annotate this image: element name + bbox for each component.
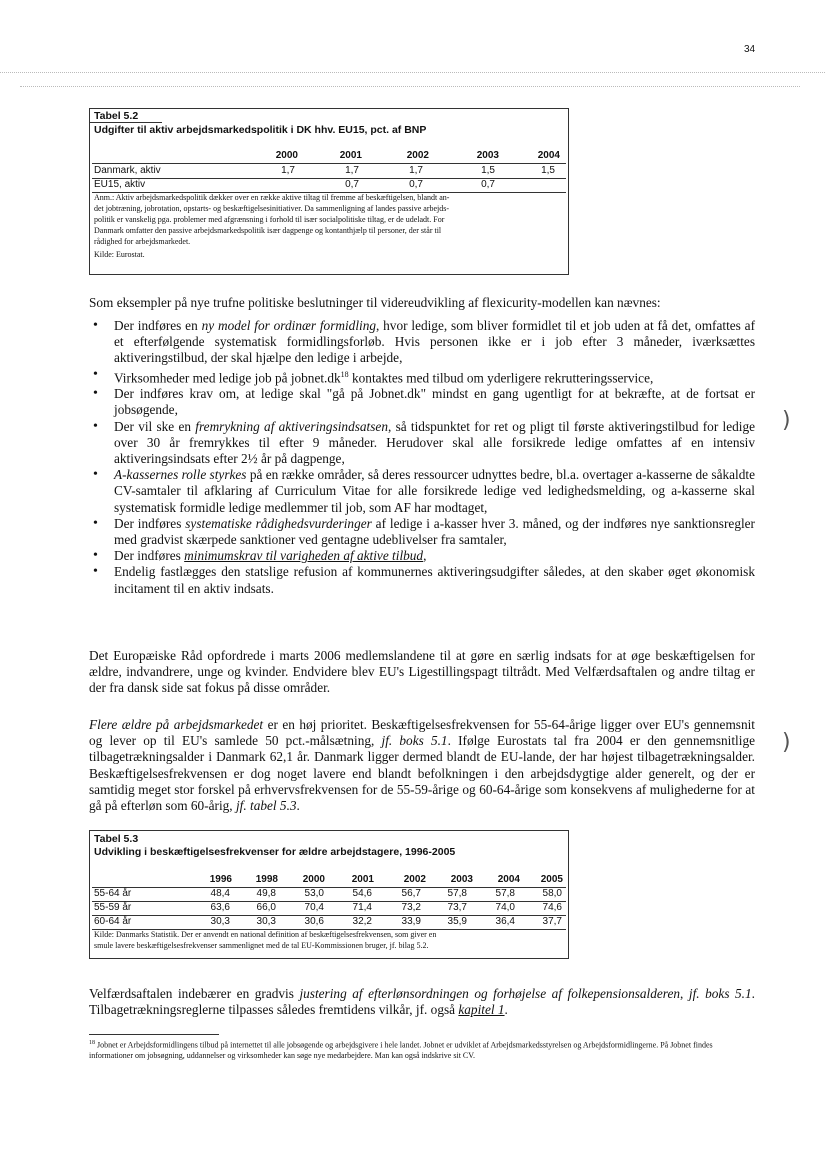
cell-value: 57,8	[447, 888, 467, 899]
council-paragraph: Det Europæiske Råd opfordrede i marts 2006 medlemslandene til at gøre en særlig indsats for at øge beskæftigelsen for ældre, indvandrere, unge og kvinder. Endvidere blev EU's Ligestillingspagt tiltrådt. Med Velfærdsaftalen og andre tiltag er der fra dansk side sat fokus på disse områder.	[89, 648, 755, 696]
row-label: 55-64 år	[94, 888, 132, 899]
year-header: 2003	[450, 874, 473, 885]
intro-paragraph: Som eksempler på nye trufne politiske beslutninger til videreudvikling af flexicurity-modellen kan nævnes:	[89, 295, 661, 310]
year-header: 2001	[351, 874, 374, 885]
table-label: Tabel 5.3	[94, 833, 139, 845]
list-item: • Der indføres systematiske rådighedsvurderinger af ledige i a-kasser hver 3. måned, og der indføres nye sanktionsregler med gradvist skærpede sanktioner ved gentagne udeblivelser fra samtaler,	[89, 516, 755, 548]
year-header: 2001	[339, 150, 362, 161]
table-note: det jobtræning, jobrotation, opstarts- og beskæftigelsesinitiativer. Da sammenligning af landes passive arbejds-	[94, 204, 450, 213]
cell-value: 33,9	[401, 916, 421, 927]
list-item: • Virksomheder med ledige job på $jobnet.dk^{18}$ kontaktes med tilbud om yderligere rekrutteringsservice,	[89, 367, 755, 387]
year-header: 2000	[302, 874, 325, 885]
cell-value: 58,0	[542, 888, 562, 899]
table-5-3	[89, 830, 569, 959]
cell-value: 32,2	[352, 916, 372, 927]
year-header: 1998	[255, 874, 278, 885]
row-label: 60-64 år	[94, 916, 132, 927]
year-header: 2000	[275, 150, 298, 161]
footnote: $^{18}$ Jobnet er Arbejdsformidlingens tilbud på internettet til alle jobsøgende og arbejdsgivere i hele landet. Jobnet er udviklet af Arbejdsmarkedsstyrelsen og Arbejdsformidlingerne. På Jobnet findes informationer om jobsøgning, uddannelser og virksomheder kan søge nye medarbejdere. Man kan også indskrive sit CV.	[89, 1040, 713, 1060]
cell-value: 36,4	[495, 916, 515, 927]
cell-value: 66,0	[256, 902, 276, 913]
cell-value: 49,8	[256, 888, 276, 899]
cell-value: 35,9	[447, 916, 467, 927]
margin-bracket-mark: )	[782, 730, 791, 755]
cell-value: 0,7	[481, 179, 495, 190]
margin-bracket-mark: )	[782, 408, 791, 433]
table-note: politik er vanskelig pga. problemer med afgrænsning i forhold til især socialpolitiske tiltag, er de udeladt. For	[94, 215, 445, 224]
cell-value: 1,7	[281, 165, 295, 176]
older-workers-paragraph: Flere ældre på arbejdsmarkedet er en høj prioritet. Beskæftigelsesfrekvensen for 55-64-årige ligger over EU's gennemsnit og lever op til EU's samlede 50 pct.-målsætning, jf. boks 5.1. Ifølge Eurostats tal fra 2004 er den gennemsnitlige tilbagetrækningsalder i Danmark 62,1 år. Danmark ligger dermed blandt de EU-lande, der har højest tilbagetrækningsalder. Beskæftigelsesfrekvensen er dog noget lavere end blandt befolkningen i den arbejdsdygtige alder generelt, og der er samtidig meget stor forskel på erhvervsfrekvensen for de 55-59-årige og 60-64-årige som konsekvens af mulighederne for at gå på efterløn som 60-årig, jf. tabel 5.3.	[89, 717, 756, 814]
year-header: 1996	[209, 874, 232, 885]
divider	[90, 122, 162, 123]
cell-value: 37,7	[542, 916, 562, 927]
table-source: Kilde: Eurostat.	[94, 250, 145, 259]
list-item: • Der vil ske en fremrykning af aktiveringsindsatsen, så tidspunktet for ret og pligt til første aktiveringstilbud for ledige over 30 år fremrykkes til efter 9 måneder. Herudover skal alle forsikrede ledige omfattes af en intensiv aktiveringsindsats efter 2½ år på dagpenge,	[89, 419, 755, 468]
cell-value: 74,0	[495, 902, 515, 913]
table-note: Danmark omfatter den passive arbejdsmarkedspolitik især dagpenge og kontanthjælp til personer, der står til	[94, 226, 442, 235]
cell-value: 57,8	[495, 888, 515, 899]
row-label: Danmark, aktiv	[94, 165, 161, 176]
cell-value: 71,4	[352, 902, 372, 913]
year-header: 2004	[497, 874, 520, 885]
cell-value: 1,5	[481, 165, 495, 176]
cell-value: 63,6	[210, 902, 230, 913]
row-label: EU15, aktiv	[94, 179, 146, 190]
divider	[92, 163, 566, 164]
cell-value: 0,7	[409, 179, 423, 190]
footnote-separator	[89, 1034, 219, 1035]
scan-artifact-line	[0, 72, 825, 73]
cell-value: 30,6	[304, 916, 324, 927]
row-label: 55-59 år	[94, 902, 132, 913]
table-note: rådighed for arbejdsmarkedet.	[94, 237, 191, 246]
cell-value: 54,6	[352, 888, 372, 899]
list-item: • Der indføres minimumskrav til varigheden af aktive tilbud,	[89, 548, 755, 564]
table-label: Tabel 5.2	[94, 110, 139, 122]
pension-paragraph: Velfærdsaftalen indebærer en gradvis justering af efterlønsordningen og forhøjelse af folkepensionsalderen, jf. boks 5.1. Tilbagetrækningsreglerne tilpasses således fremtidens vilkår, jf. også kapitel 1.	[89, 986, 755, 1018]
cell-value: 74,6	[542, 902, 562, 913]
table-5-2	[89, 108, 569, 275]
list-item: • Der indføres krav om, at ledige skal "gå på Jobnet.dk" mindst en gang ugentligt for at bekræfte, at de fortsat er jobsøgende,	[89, 386, 755, 418]
cell-value: 30,3	[210, 916, 230, 927]
policy-bullet-list	[89, 318, 755, 597]
scan-artifact-line	[20, 86, 800, 87]
year-header: 2003	[476, 150, 499, 161]
table-title: Udvikling i beskæftigelsesfrekvenser for ældre arbejdstagere, 1996-2005	[94, 846, 456, 858]
cell-value: 1,7	[345, 165, 359, 176]
cell-value: 73,2	[401, 902, 421, 913]
table-note: Anm.: Aktiv arbejdsmarkedspolitik dækker over en række aktive tiltag til fremme af beskæftigelsen, blandt an-	[94, 193, 450, 202]
cell-value: 0,7	[345, 179, 359, 190]
list-item: • Der indføres en ny model for ordinær formidling, hvor ledige, som bliver formidlet til et job uden at få det, omfattes af et efterfølgende systematisk formidlingsforløb. Hvis personen ikke er i job efter 3 måneder, iværksættes aktiveringstilbud, der skal hjælpe den ledige i arbejde,	[89, 318, 755, 367]
list-item: • Endelig fastlægges den statslige refusion af kommunernes aktiveringsudgifter således, at den skaber øget økonomisk incitament til en aktiv indsats.	[89, 564, 755, 596]
cell-value: 30,3	[256, 916, 276, 927]
year-header: 2002	[403, 874, 426, 885]
cell-value: 1,7	[409, 165, 423, 176]
cell-value: 73,7	[447, 902, 467, 913]
table-note: Kilde: Danmarks Statistik. Der er anvendt en national definition af beskæftigelsesfrekvensen, som giver en	[94, 930, 437, 939]
cell-value: 1,5	[541, 165, 555, 176]
cell-value: 53,0	[304, 888, 324, 899]
year-header: 2005	[540, 874, 563, 885]
list-item: • A-kassernes rolle styrkes på en række områder, så deres ressourcer udnyttes bedre, bl.a. overtager a-kasserne de såkaldte CV-samtaler til afklaring af Curriculum Vitae for alle forsikrede ledige ved ledighedsmelding, og a-kasserne skal systematisk formidle ledige medlemmer til job, som AF har modtaget,	[89, 467, 755, 516]
cell-value: 48,4	[210, 888, 230, 899]
year-header: 2002	[406, 150, 429, 161]
cell-value: 56,7	[401, 888, 421, 899]
table-note: smule lavere beskæftigelsesfrekvenser sammenlignet med de tal EU-Kommissionen bruger, jf. bilag 5.2.	[94, 941, 429, 950]
page-number: 34	[744, 44, 756, 55]
table-title: Udgifter til aktiv arbejdsmarkedspolitik i DK hhv. EU15, pct. af BNP	[94, 124, 427, 136]
cell-value: 70,4	[304, 902, 324, 913]
year-header: 2004	[537, 150, 560, 161]
